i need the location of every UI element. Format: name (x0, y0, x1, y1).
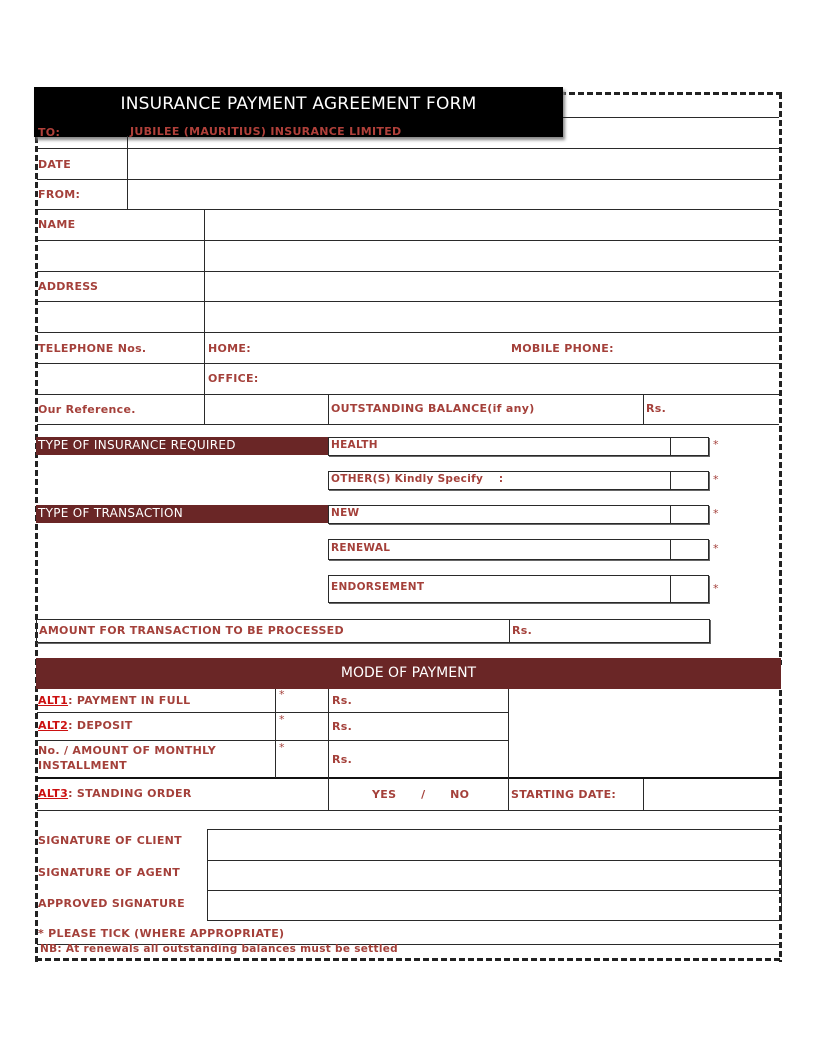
address-field[interactable] (205, 272, 778, 332)
transaction-type-bar (36, 505, 328, 523)
endorsement-label: ENDORSEMENT (331, 581, 425, 593)
to-value: JUBILEE (MAURITIUS) INSURANCE LIMITED (130, 125, 402, 138)
col-line (643, 394, 644, 424)
alt2-rs-label: Rs. (332, 720, 353, 733)
mobile-phone-label: MOBILE PHONE: (511, 342, 614, 355)
monthly-rs-label: Rs. (332, 753, 353, 766)
row-line (37, 424, 779, 425)
row-line (37, 363, 779, 364)
health-option-box[interactable] (328, 437, 709, 456)
col-line (328, 689, 329, 810)
others-label: OTHER(S) Kindly Specify : (331, 473, 504, 485)
payment-heading: MODE OF PAYMENT (340, 665, 477, 681)
health-label: HEALTH (331, 439, 378, 451)
amount-field[interactable] (540, 620, 708, 642)
alt2-text: : DEPOSIT (68, 719, 133, 732)
frame-bottom-border (36, 958, 782, 961)
endorsement-tick-star: * (713, 582, 719, 595)
new-tick-star: * (713, 507, 719, 520)
col-line (670, 437, 671, 456)
row-line (37, 740, 509, 741)
page-title: INSURANCE PAYMENT AGREEMENT FORM (120, 94, 477, 114)
new-label: NEW (331, 507, 360, 519)
alt1-label (38, 694, 190, 707)
col-line (508, 689, 509, 810)
frame-right-border-lower (779, 690, 782, 962)
office-phone-label: OFFICE: (208, 372, 259, 385)
starting-date-label: STARTING DATE: (511, 788, 617, 801)
monthly-installment-label-line2: INSTALLMENT (38, 759, 127, 772)
col-line (670, 575, 671, 603)
address-label: ADDRESS (38, 280, 99, 293)
telephone-label: TELEPHONE Nos. (38, 342, 147, 355)
row-line (37, 332, 779, 333)
name-label: NAME (38, 218, 76, 231)
monthly-installment-label-line1: No. / AMOUNT OF MONTHLY (38, 744, 216, 757)
row-line (37, 712, 509, 713)
health-tick-star: * (713, 438, 719, 451)
tick-note: * PLEASE TICK (WHERE APPROPRIATE) (38, 927, 285, 940)
outstanding-rs-label: Rs. (646, 402, 667, 415)
outstanding-balance-label: OUTSTANDING BALANCE(if any) (331, 402, 535, 415)
to-label: TO: (38, 126, 61, 139)
alt3-divider (36, 777, 782, 779)
amount-rs-label: Rs. (512, 624, 533, 637)
col-line (328, 394, 329, 424)
monthly-tick-star: * (279, 741, 285, 754)
date-label: DATE (38, 158, 72, 171)
col-line (509, 619, 510, 643)
insurance-type-bar (36, 437, 328, 455)
from-label: FROM: (38, 188, 81, 201)
alt1-code: ALT1 (38, 694, 69, 707)
name-field[interactable] (205, 210, 778, 270)
amount-label: AMOUNT FOR TRANSACTION TO BE PROCESSED (39, 624, 344, 637)
col-line (275, 689, 276, 778)
renewal-tick-star: * (713, 542, 719, 555)
alt1-tick-star: * (279, 688, 285, 701)
new-option-box[interactable] (328, 505, 709, 524)
col-line (670, 505, 671, 524)
yes-no-option[interactable]: YES / NO (372, 788, 470, 801)
from-field[interactable] (128, 180, 778, 209)
col-line (670, 471, 671, 490)
frame-top-border (560, 92, 782, 95)
col-line (670, 539, 671, 560)
approved-signature-field[interactable] (207, 890, 782, 921)
alt1-text: : PAYMENT IN FULL (68, 694, 191, 707)
alt2-tick-star: * (279, 713, 285, 726)
insurance-type-label: TYPE OF INSURANCE REQUIRED (38, 438, 236, 452)
others-tick-star: * (713, 473, 719, 486)
row-line (37, 394, 779, 395)
alt2-label (38, 719, 133, 732)
reference-field[interactable] (205, 395, 328, 424)
approved-signature-label: APPROVED SIGNATURE (38, 897, 185, 910)
agent-signature-field[interactable] (207, 860, 782, 891)
home-phone-label: HOME: (208, 342, 251, 355)
alt3-text: : STANDING ORDER (68, 787, 192, 800)
agent-signature-label: SIGNATURE OF AGENT (38, 866, 181, 879)
date-field[interactable] (128, 149, 778, 179)
alt1-rs-label: Rs. (332, 694, 353, 707)
renewal-label: RENEWAL (331, 542, 391, 554)
row-line (37, 810, 779, 811)
nb-note: NB: At renewals all outstanding balances must be settled (40, 943, 398, 955)
reference-label: Our Reference. (38, 403, 136, 416)
alt3-code: ALT3 (38, 787, 69, 800)
alt3-label (38, 787, 192, 800)
frame-right-border-upper (779, 93, 782, 665)
client-signature-label: SIGNATURE OF CLIENT (38, 834, 182, 847)
row-line (563, 117, 779, 118)
starting-date-field[interactable] (644, 780, 779, 810)
transaction-type-label: TYPE OF TRANSACTION (38, 506, 184, 520)
client-signature-field[interactable] (207, 829, 782, 861)
alt2-code: ALT2 (38, 719, 69, 732)
